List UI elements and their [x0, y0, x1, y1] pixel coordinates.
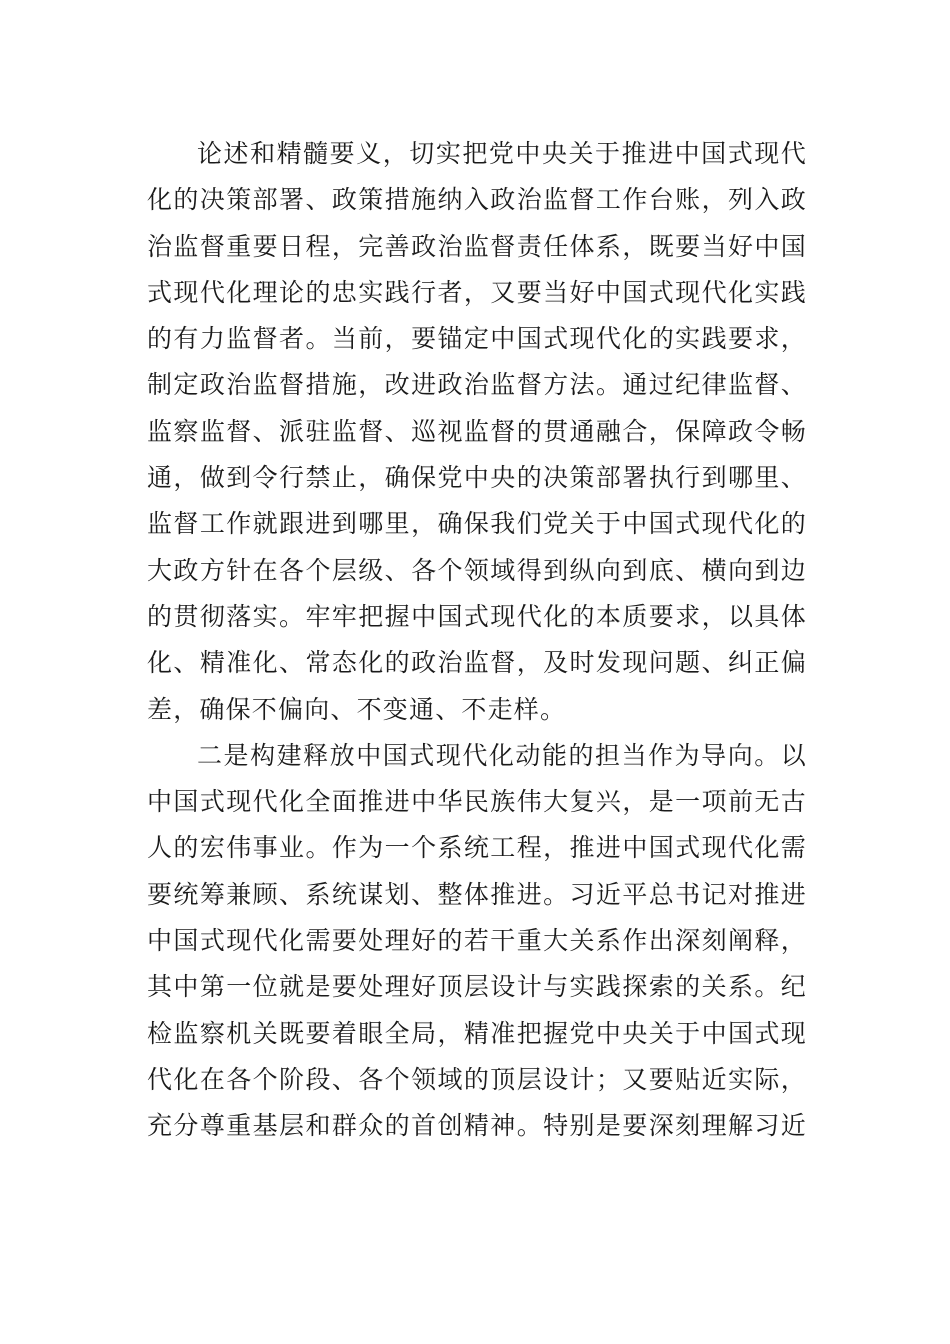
paragraph-line: 差，确保不偏向、不变通、不走样。 [147, 694, 567, 724]
paragraph-line: 式现代化理论的忠实践行者，又要当好中国式现代化实践 [147, 277, 807, 307]
paragraph-line: 二是构建释放中国式现代化动能的担当作为导向。以 [197, 740, 807, 770]
paragraph-line: 论述和精髓要义，切实把党中央关于推进中国式现代 [197, 139, 807, 168]
paragraph-line: 的贯彻落实。牢牢把握中国式现代化的本质要求，以具体 [147, 601, 807, 631]
paragraph-line: 其中第一位就是要处理好顶层设计与实践探索的关系。纪 [147, 972, 807, 1002]
paragraph-line: 监察监督、派驻监督、巡视监督的贯通融合，保障政令畅 [147, 416, 807, 446]
document-body [147, 131, 807, 1150]
paragraph-line: 制定政治监督措施，改进政治监督方法。通过纪律监督、 [147, 370, 807, 400]
paragraph-line: 化、精准化、常态化的政治监督，及时发现问题、纠正偏 [147, 648, 807, 678]
paragraph-line: 治监督重要日程，完善政治监督责任体系，既要当好中国 [147, 231, 807, 261]
paragraph-line: 监督工作就跟进到哪里，确保我们党关于中国式现代化的 [147, 509, 807, 539]
paragraph-line: 要统筹兼顾、系统谋划、整体推进。习近平总书记对推进 [147, 879, 807, 909]
paragraph-line: 的有力监督者。当前，要锚定中国式现代化的实践要求， [147, 324, 807, 354]
paragraph-line: 人的宏伟事业。作为一个系统工程，推进中国式现代化需 [147, 833, 807, 863]
paragraph-line: 大政方针在各个层级、各个领域得到纵向到底、横向到边 [147, 555, 807, 585]
paragraph-line: 中国式现代化全面推进中华民族伟大复兴，是一项前无古 [147, 787, 807, 817]
paragraph-line: 中国式现代化需要处理好的若干重大关系作出深刻阐释， [147, 926, 807, 956]
paragraph-line: 化的决策部署、政策措施纳入政治监督工作台账，列入政 [147, 185, 807, 215]
paragraph-line: 通，做到令行禁止，确保党中央的决策部署执行到哪里、 [147, 463, 807, 493]
paragraph-line: 充分尊重基层和群众的首创精神。特别是要深刻理解习近 [147, 1111, 807, 1141]
paragraph-line: 检监察机关既要着眼全局，精准把握党中央关于中国式现 [147, 1018, 807, 1048]
paragraph-line: 代化在各个阶段、各个领域的顶层设计；又要贴近实际， [147, 1064, 807, 1094]
